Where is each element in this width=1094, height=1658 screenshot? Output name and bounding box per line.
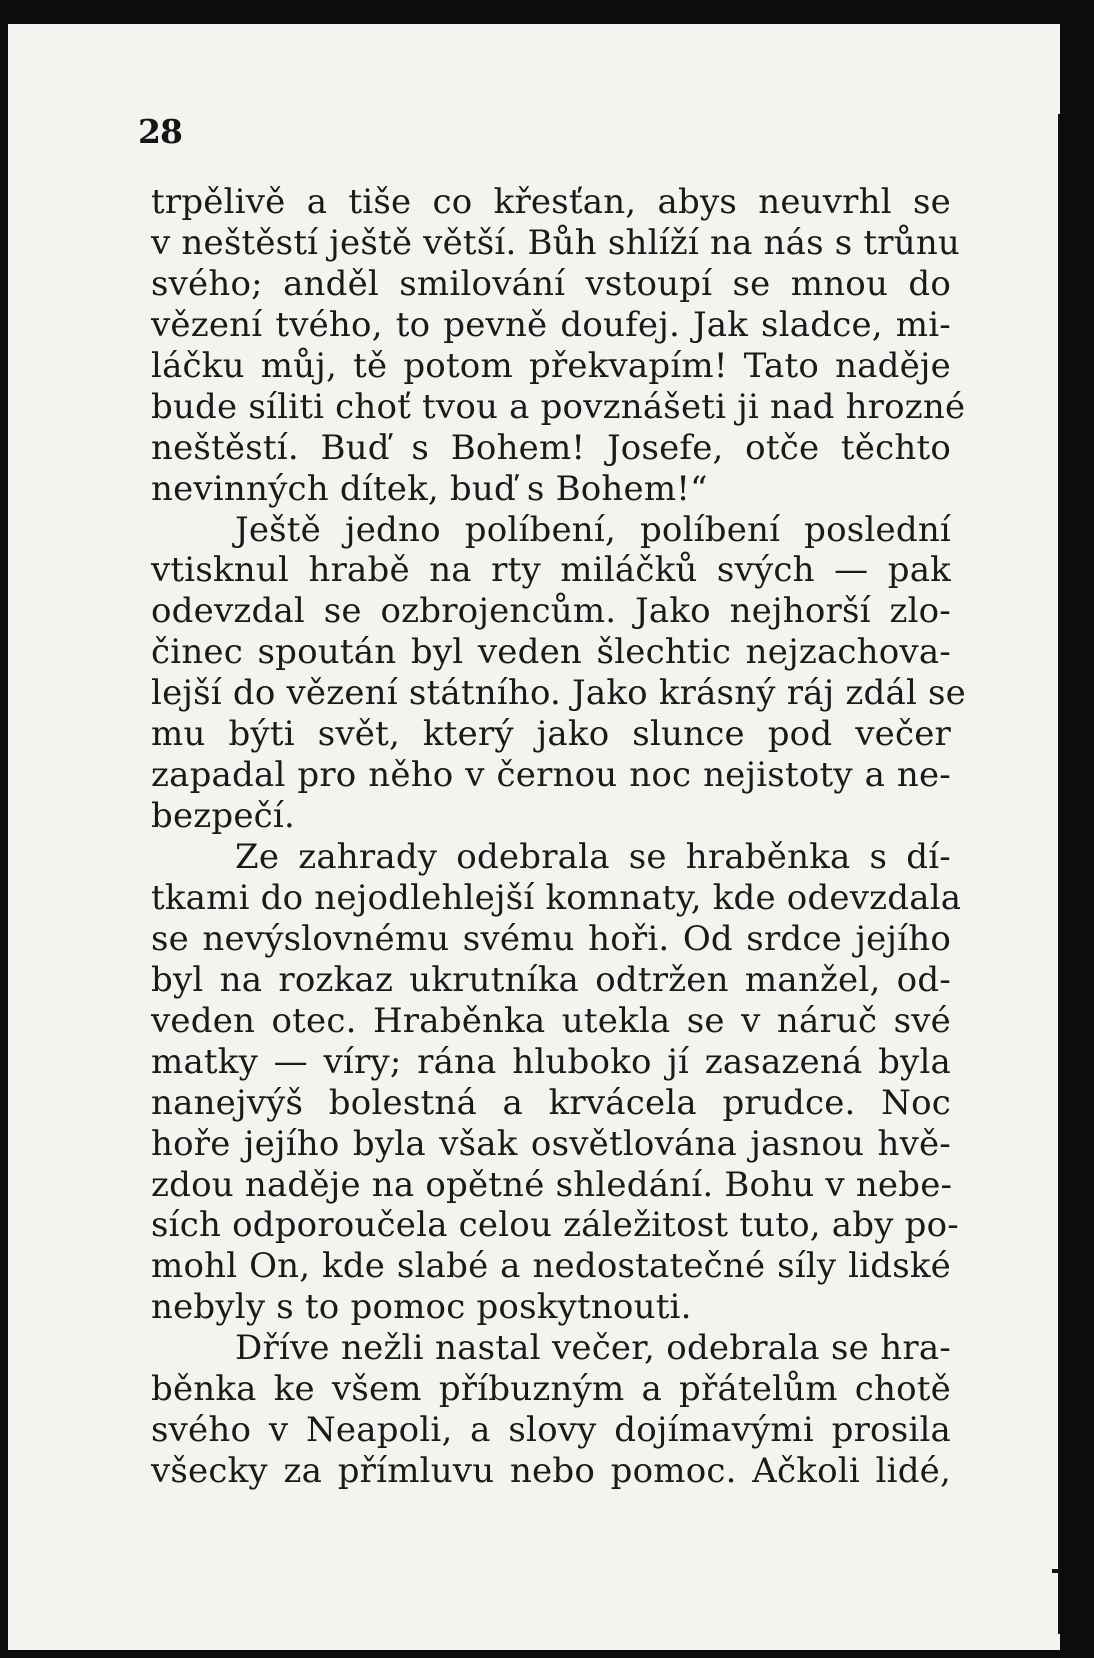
text-line: odevzdal se ozbrojencům. Jako nejhorší zlo- [151,591,951,632]
text-line: vtisknul hrabě na rty miláčků svých — pak [151,550,951,591]
text-line: v neštěstí ještě větší. Bůh shlíží na nás s trůnu [151,222,961,263]
text-line: všecky za přímluvu nebo pomoc. Ačkoli lidé, [151,1451,951,1492]
text-line: zdou naděje na opětné shledání. Bohu v nebe- [151,1164,953,1205]
text-line: lejší do vězení státního. Jako krásný ráj zdál se [151,673,966,714]
text-line: nebyly s to pomoc poskytnouti. [151,1287,692,1328]
text-line: běnka ke všem příbuzným a přátelům chotě [151,1369,951,1410]
text-line: Dříve nežli nastal večer, odebrala se hra- [235,1328,951,1369]
text-line: Ještě jedno políbení, políbení poslední [235,509,951,550]
body-text [151,182,966,1492]
text-line: zapadal pro něho v černou noc nejistoty a ne- [151,755,951,796]
text-line: hoře jejího byla však osvětlována jasnou hvě- [151,1123,951,1164]
text-line: sích odporoučela celou záležitost tuto, aby po- [151,1205,959,1246]
text-line: matky — víry; rána hluboko jí zasazená byla [151,1041,951,1082]
text-line: svého v Neapoli, a slovy dojímavými prosila [151,1410,951,1451]
text-line: se nevýslovnému svému hoři. Od srdce jejího [151,918,951,959]
text-line: tkami do nejodlehlejší komnaty, kde odevzdala [151,877,962,918]
text-line: činec spoután byl veden šlechtic nejzachova- [151,632,951,673]
text-line: vězení tvého, to pevně doufej. Jak sladce, mi- [151,304,951,345]
page-number: 28 [138,112,182,151]
text-line: mohl On, kde slabé a nedostatečné síly lidské [151,1246,951,1287]
text-line: nevinných dítek, buď s Bohem!“ [151,468,708,509]
text-line: bezpečí. [151,796,296,837]
text-line: nanejvýš bolestná a krvácela prudce. Noc [151,1082,951,1123]
text-line: svého; anděl smilování vstoupí se mnou do [151,263,951,304]
book-page [8,24,1060,1650]
text-line: láčku můj, tě potom překvapím! Tato naděje [151,345,951,386]
text-line: veden otec. Hraběnka utekla se v náruč své [151,1000,951,1041]
page-edge-mark [1052,1569,1060,1573]
text-line: Ze zahrady odebrala se hraběnka s dí- [235,837,951,877]
text-line: trpělivě a tiše co křesťan, abys neuvrhl se [151,182,951,222]
text-line: byl na rozkaz ukrutníka odtržen manžel, od- [151,959,951,1000]
text-line: mu býti svět, který jako slunce pod večer [151,714,951,755]
page-edge-line [1058,114,1060,1634]
text-line: bude síliti choť tvou a povznášeti ji nad hrozné [151,386,966,427]
text-line: neštěstí. Buď s Bohem! Josefe, otče těchto [151,427,951,468]
